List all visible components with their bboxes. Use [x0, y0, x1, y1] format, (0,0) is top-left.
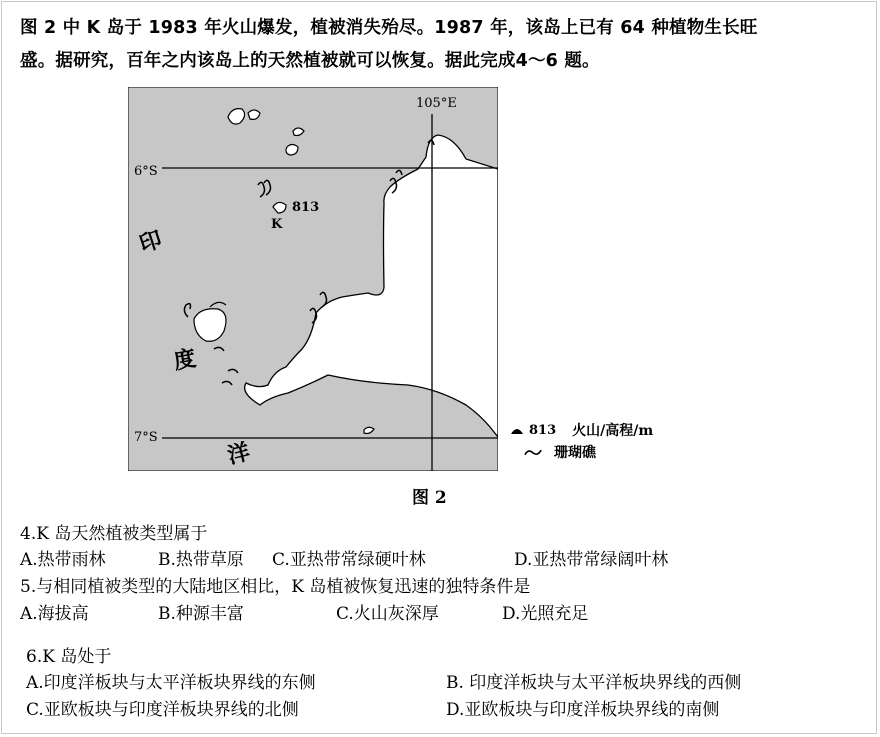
question-5-option-a: A.海拔高 [20, 604, 89, 624]
figure-caption: 图 2 [412, 488, 447, 508]
intro-line-2: 盛。据研究，百年之内该岛上的天然植被就可以恢复。据此完成4～6 题。 [20, 51, 600, 71]
legend-volcano-text: 火山/高程/m [572, 423, 654, 439]
lat-north-label: 6°S [134, 164, 158, 179]
lat-south-label: 7°S [134, 430, 158, 445]
question-4-option-a: A.热带雨林 [20, 550, 106, 570]
legend-reef [508, 442, 596, 462]
islet-4 [286, 145, 298, 156]
sea-label-char-1: 印 [136, 227, 166, 258]
longitude-label: 105°E [416, 96, 457, 111]
question-5-option-c: C.火山灰深厚 [336, 604, 439, 624]
question-6-option-c: C.亚欧板块与印度洋板块界线的北侧 [26, 700, 299, 720]
question-5-stem: 5.与相同植被类型的大陆地区相比，K 岛植被恢复迅速的独特条件是 [20, 577, 531, 597]
map-figure [128, 87, 498, 471]
island-elevation-label: 813 [292, 200, 320, 215]
map-legend [508, 420, 708, 464]
legend-volcano [508, 420, 653, 440]
sea-label-char-2: 度 [171, 346, 198, 375]
question-4-option-c: C.亚热带常绿硬叶林 [272, 550, 426, 570]
question-6-option-a: A.印度洋板块与太平洋板块界线的东侧 [26, 673, 316, 693]
question-6-stem: 6.K 岛处于 [26, 647, 112, 667]
island-k-label: K [271, 217, 283, 232]
volcano-icon [508, 422, 526, 438]
map-drawing [128, 87, 498, 471]
intro-text [20, 12, 868, 78]
legend-reef-text: 珊瑚礁 [554, 445, 596, 461]
question-5-option-d: D.光照充足 [502, 604, 589, 624]
coral-reef-icon [524, 444, 542, 460]
sea-label-char-3: 洋 [225, 439, 253, 470]
question-6-option-d: D.亚欧板块与印度洋板块界线的南侧 [446, 700, 720, 720]
question-4-stem: 4.K 岛天然植被类型属于 [20, 524, 208, 544]
question-6-option-b: B. 印度洋板块与太平洋板块界线的西侧 [446, 673, 742, 693]
question-4-option-d: D.亚热带常绿阔叶林 [514, 550, 669, 570]
question-4-option-b: B.热带草原 [158, 550, 244, 570]
intro-line-1: 图 2 中 K 岛于 1983 年火山爆发，植被消失殆尽。1987 年，该岛上已有 64 种植物生长旺 [20, 18, 758, 38]
legend-volcano-value: 813 [529, 422, 557, 438]
question-5-option-b: B.种源丰富 [158, 604, 244, 624]
